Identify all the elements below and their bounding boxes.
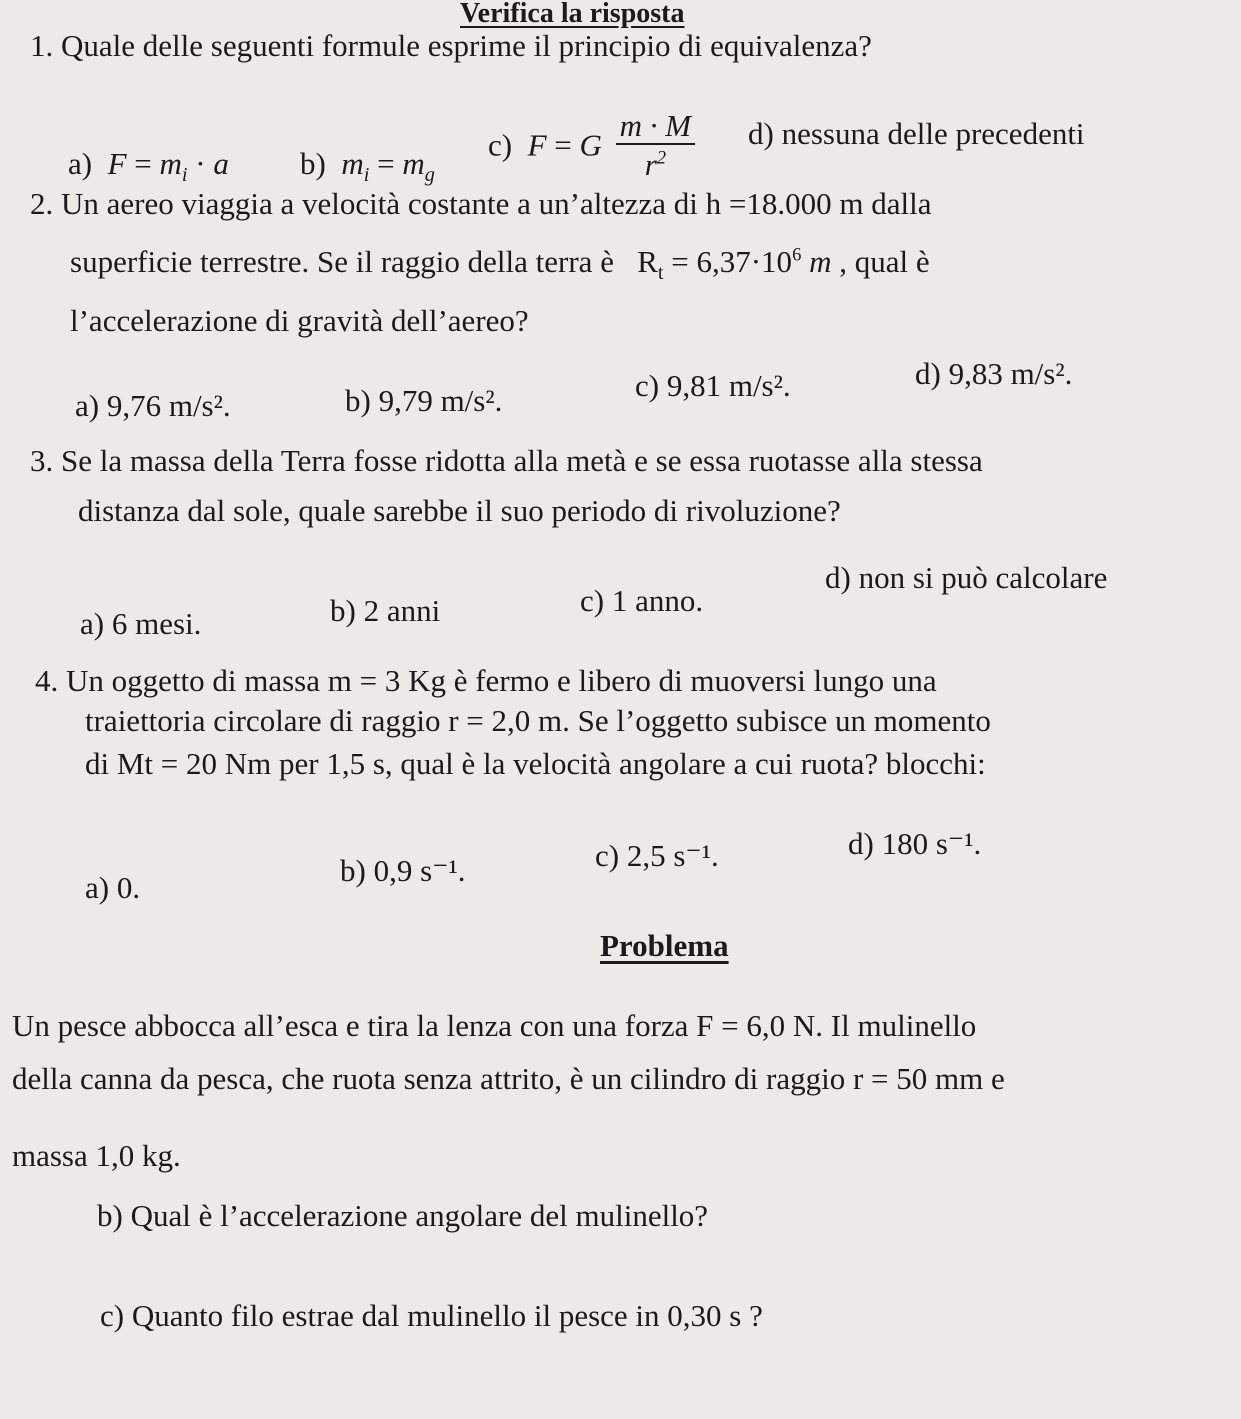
question-3-line-2: distanza dal sole, quale sarebbe il suo periodo di rivoluzione? <box>78 493 841 528</box>
problem-line-3: massa 1,0 kg. <box>12 1138 181 1173</box>
question-4-line-1: 4. Un oggetto di massa m = 3 Kg è fermo e libero di muoversi lungo una <box>35 663 937 698</box>
question-2-line-1: 2. Un aereo viaggia a velocità costante a un’altezza di h =18.000 m dalla <box>30 186 932 221</box>
q4-option-c: c) 2,5 s⁻¹. <box>595 838 719 873</box>
problem-line-1: Un pesce abbocca all’esca e tira la lenza con una forza F = 6,0 N. Il mulinello <box>12 1008 977 1043</box>
question-4-line-3: di Mt = 20 Nm per 1,5 s, qual è la velocità angolare a cui ruota? blocchi: <box>85 746 986 781</box>
q1-option-d: d) nessuna delle precedenti <box>748 116 1085 151</box>
q3-option-a: a) 6 mesi. <box>80 606 202 641</box>
q1-option-c-fraction: $\frac{m \cdot M}{r^2}$ <box>616 110 695 180</box>
q3-option-c: c) 1 anno. <box>580 583 704 618</box>
q2-option-a: a) 9,76 m/s². <box>75 388 231 423</box>
q1-option-a <box>68 148 229 185</box>
q1-option-a-label: a) <box>68 146 93 181</box>
question-2-line-2 <box>70 246 930 283</box>
problem-question-c: c) Quanto filo estrae dal mulinello il pesce in 0,30 s ? <box>100 1298 763 1333</box>
question-2-line-3: l’accelerazione di gravità dell’aereo? <box>70 303 529 338</box>
q1-option-c-label: c) <box>488 127 513 163</box>
question-3-line-1: 3. Se la massa della Terra fosse ridotta alla metà e se essa ruotasse alla stessa <box>30 443 983 478</box>
q1-option-b <box>300 148 435 185</box>
q2-option-b: b) 9,79 m/s². <box>345 383 503 418</box>
q4-option-d: d) 180 s⁻¹. <box>848 826 982 861</box>
q1-option-c-formula: F = G <box>527 127 602 163</box>
q1-option-b-label: b) <box>300 146 326 181</box>
problem-line-2: della canna da pesca, che ruota senza attrito, è un cilindro di raggio r = 50 mm e <box>12 1061 1005 1096</box>
q3-option-b: b) 2 anni <box>330 593 441 628</box>
question-4-line-2: traiettoria circolare di raggio r = 2,0 m. Se l’oggetto subisce un momento <box>85 703 991 738</box>
q4-option-b: b) 0,9 s⁻¹. <box>340 853 466 888</box>
q2-option-d: d) 9,83 m/s². <box>915 356 1073 391</box>
q2-option-c: c) 9,81 m/s². <box>635 368 791 403</box>
page-title: Verifica la risposta <box>460 0 685 29</box>
earth-radius-formula: $R_t = 6,37\cdot 10^6$ m <box>621 244 832 285</box>
question-1-text: 1. Quale delle seguenti formule esprime il principio di equivalenza? <box>30 28 872 63</box>
q4-option-a: a) 0. <box>85 870 141 905</box>
problem-question-b: b) Qual è l’accelerazione angolare del mulinello? <box>97 1198 709 1233</box>
question-2-line-2-end: , qual è <box>839 244 930 279</box>
q1-option-c <box>488 110 701 180</box>
q3-option-d: d) non si può calcolare <box>825 560 1108 595</box>
question-2-line-2-text: superficie terrestre. Se il raggio della terra è <box>70 244 614 279</box>
q1-option-b-formula: $m_i = m_g$ <box>341 146 435 187</box>
q1-option-a-formula: $F = m_i \cdot a$ <box>107 146 229 187</box>
problem-heading: Problema <box>600 928 729 963</box>
